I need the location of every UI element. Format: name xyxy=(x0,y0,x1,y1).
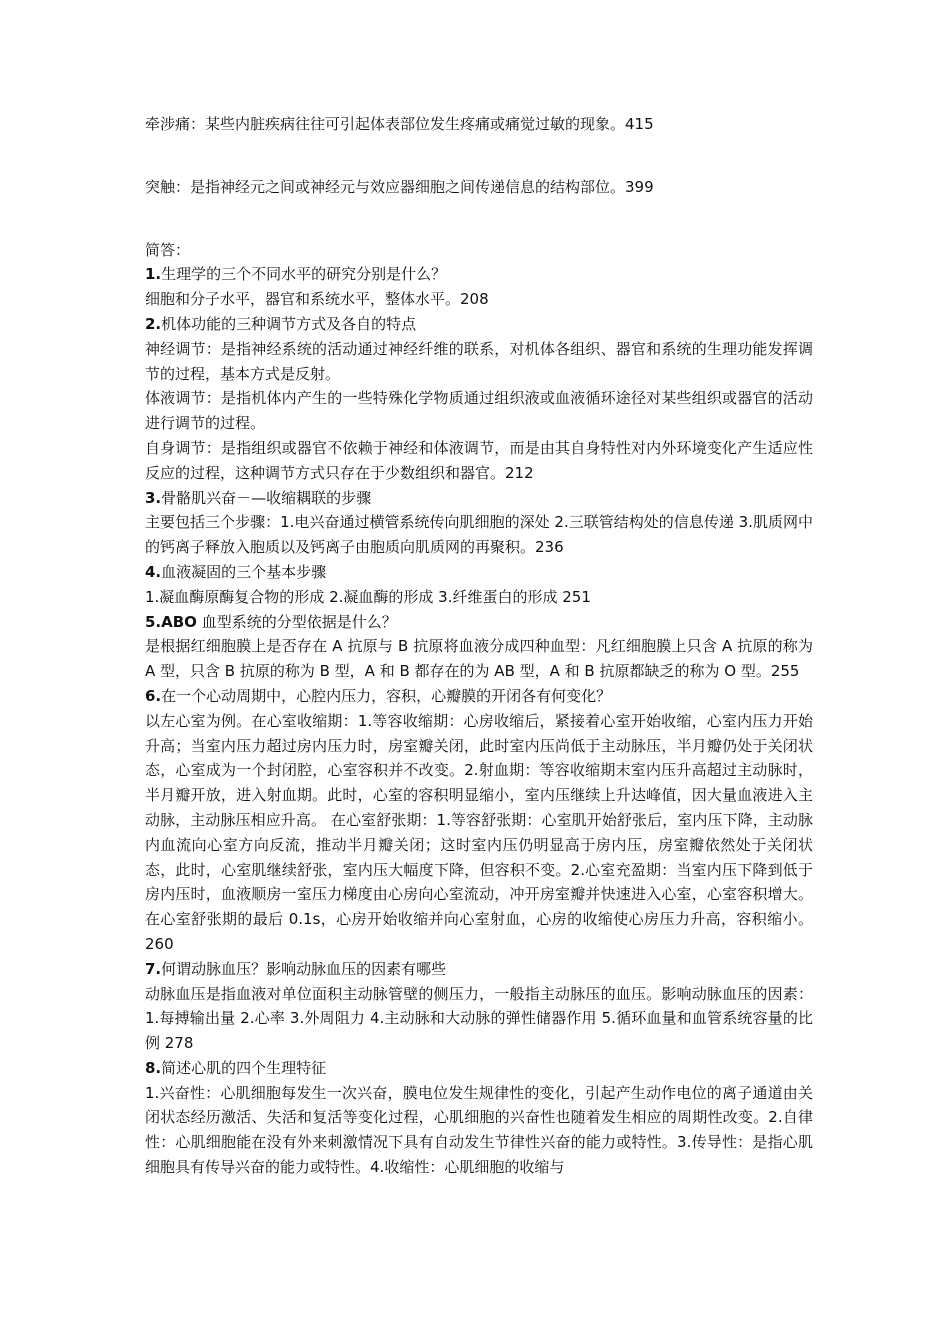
question-3-number: 3. xyxy=(145,488,162,507)
question-2-answer-neural: 神经调节：是指神经系统的活动通过神经纤维的联系，对机体各组织、器官和系统的生理功能发挥调节的过程，基本方式是反射。 xyxy=(145,339,813,383)
question-2-number: 2. xyxy=(145,314,162,333)
question-6-number: 6. xyxy=(145,686,162,705)
question-1-number: 1. xyxy=(145,265,162,284)
definition-referred-pain: 牵涉痛：某些内脏疾病往往可引起体表部位发生疼痛或痛觉过敏的现象。415 xyxy=(145,115,654,133)
section-title: 简答： xyxy=(145,240,191,259)
definition-synapse: 突触：是指神经元之间或神经元与效应器细胞之间传递信息的结构部位。399 xyxy=(145,177,654,196)
document-page xyxy=(145,112,813,1180)
question-7-answer: 动脉血压是指血液对单位面积主动脉管壁的侧压力，一般指主动脉压的血压。影响动脉血压的因素：1.每搏输出量 2.心率 3.外周阻力 4.主动脉和大动脉的弹性储器作用 5.循环血量和血管系统容量的比例 278 xyxy=(145,984,813,1053)
question-1-answer: 细胞和分子水平，器官和系统水平，整体水平。208 xyxy=(145,290,489,309)
question-6-title: 6.在一个心动周期中，心腔内压力，容积，心瓣膜的开闭各有何变化？ xyxy=(145,686,612,705)
question-3-title: 3.骨骼肌兴奋－—收缩耦联的步骤 xyxy=(145,488,372,507)
question-2-answer-humoral: 体液调节：是指机体内产生的一些特殊化学物质通过组织液或血液循环途径对某些组织或器官的活动进行调节的过程。 xyxy=(145,389,813,433)
question-7-title: 7.何谓动脉血压？影响动脉血压的因素有哪些 xyxy=(145,959,447,978)
question-4-title: 4.血液凝固的三个基本步骤 xyxy=(145,562,327,581)
question-5-title: 5.ABO 血型系统的分型依据是什么？ xyxy=(145,612,397,631)
question-3-answer: 主要包括三个步骤：1.电兴奋通过横管系统传向肌细胞的深处 2.三联管结构处的信息传递 3.肌质网中的钙离子释放入胞质以及钙离子由胞质向肌质网的再聚积。236 xyxy=(145,513,813,557)
short-answer-section xyxy=(145,238,813,1180)
question-2-title: 2.机体功能的三种调节方式及各自的特点 xyxy=(145,314,417,333)
question-4-answer: 1.凝血酶原酶复合物的形成 2.凝血酶的形成 3.纤维蛋白的形成 251 xyxy=(145,587,591,606)
question-5-number: 5.ABO xyxy=(145,612,197,631)
question-8-number: 8. xyxy=(145,1058,162,1077)
question-7-number: 7. xyxy=(145,959,162,978)
question-8-answer: 1.兴奋性：心肌细胞每发生一次兴奋，膜电位发生规律性的变化，引起产生动作电位的离子通道由关闭状态经历激活、失活和复活等变化过程，心肌细胞的兴奋性也随着发生相应的周期性改变。2.自律性：心肌细胞能在没有外来刺激情况下具有自动发生节律性兴奋的能力或特性。3.传导性：是指心肌细胞具有传导兴奋的能力或特性。4.收缩性：心肌细胞的收缩与 xyxy=(145,1083,813,1177)
question-6-answer: 以左心室为例。在心室收缩期：1.等容收缩期：心房收缩后，紧接着心室开始收缩，心室内压力开始升高；当室内压力超过房内压力时，房室瓣关闭，此时室内压尚低于主动脉压，半月瓣仍处于关闭状态，心室成为一个封闭腔，心室容积并不改变。2.射血期：等容收缩期末室内压升高超过主动脉时，半月瓣开放，进入射血期。此时，心室的容积明显缩小，室内压继续上升达峰值，因大量血液进入主动脉，主动脉压相应升高。 在心室舒张期：1.等容舒张期：心室肌开始舒张后，室内压下降，主动脉内血流向心室方向反流，推动半月瓣关闭；这时室内压仍明显高于房内压，房室瓣依然处于关闭状态，此时，心室肌继续舒张，室内压大幅度下降，但容积不变。2.心室充盈期：当室内压下降到低于房内压时，血液顺房一室压力梯度由心房向心室流动，冲开房室瓣并快速进入心室，心室容积增大。在心室舒张期的最后 0.1s，心房开始收缩并向心室射血，心房的收缩使心房压力升高，容积缩小。260 xyxy=(145,711,813,953)
question-2-answer-auto: 自身调节：是指组织或器官不依赖于神经和体液调节，而是由其自身特性对内外环境变化产生适应性反应的过程，这种调节方式只存在于少数组织和器官。212 xyxy=(145,438,813,482)
question-1-title: 1.生理学的三个不同水平的研究分别是什么？ xyxy=(145,265,447,284)
question-4-number: 4. xyxy=(145,562,162,581)
question-5-answer: 是根据红细胞膜上是否存在 A 抗原与 B 抗原将血液分成四种血型：凡红细胞膜上只含 A 抗原的称为 A 型，只含 B 抗原的称为 B 型，A 和 B 都存在的为 AB 型，A 和 B 抗原都缺乏的称为 O 型。255 xyxy=(145,637,813,681)
question-8-title: 8.简述心肌的四个生理特征 xyxy=(145,1058,327,1077)
